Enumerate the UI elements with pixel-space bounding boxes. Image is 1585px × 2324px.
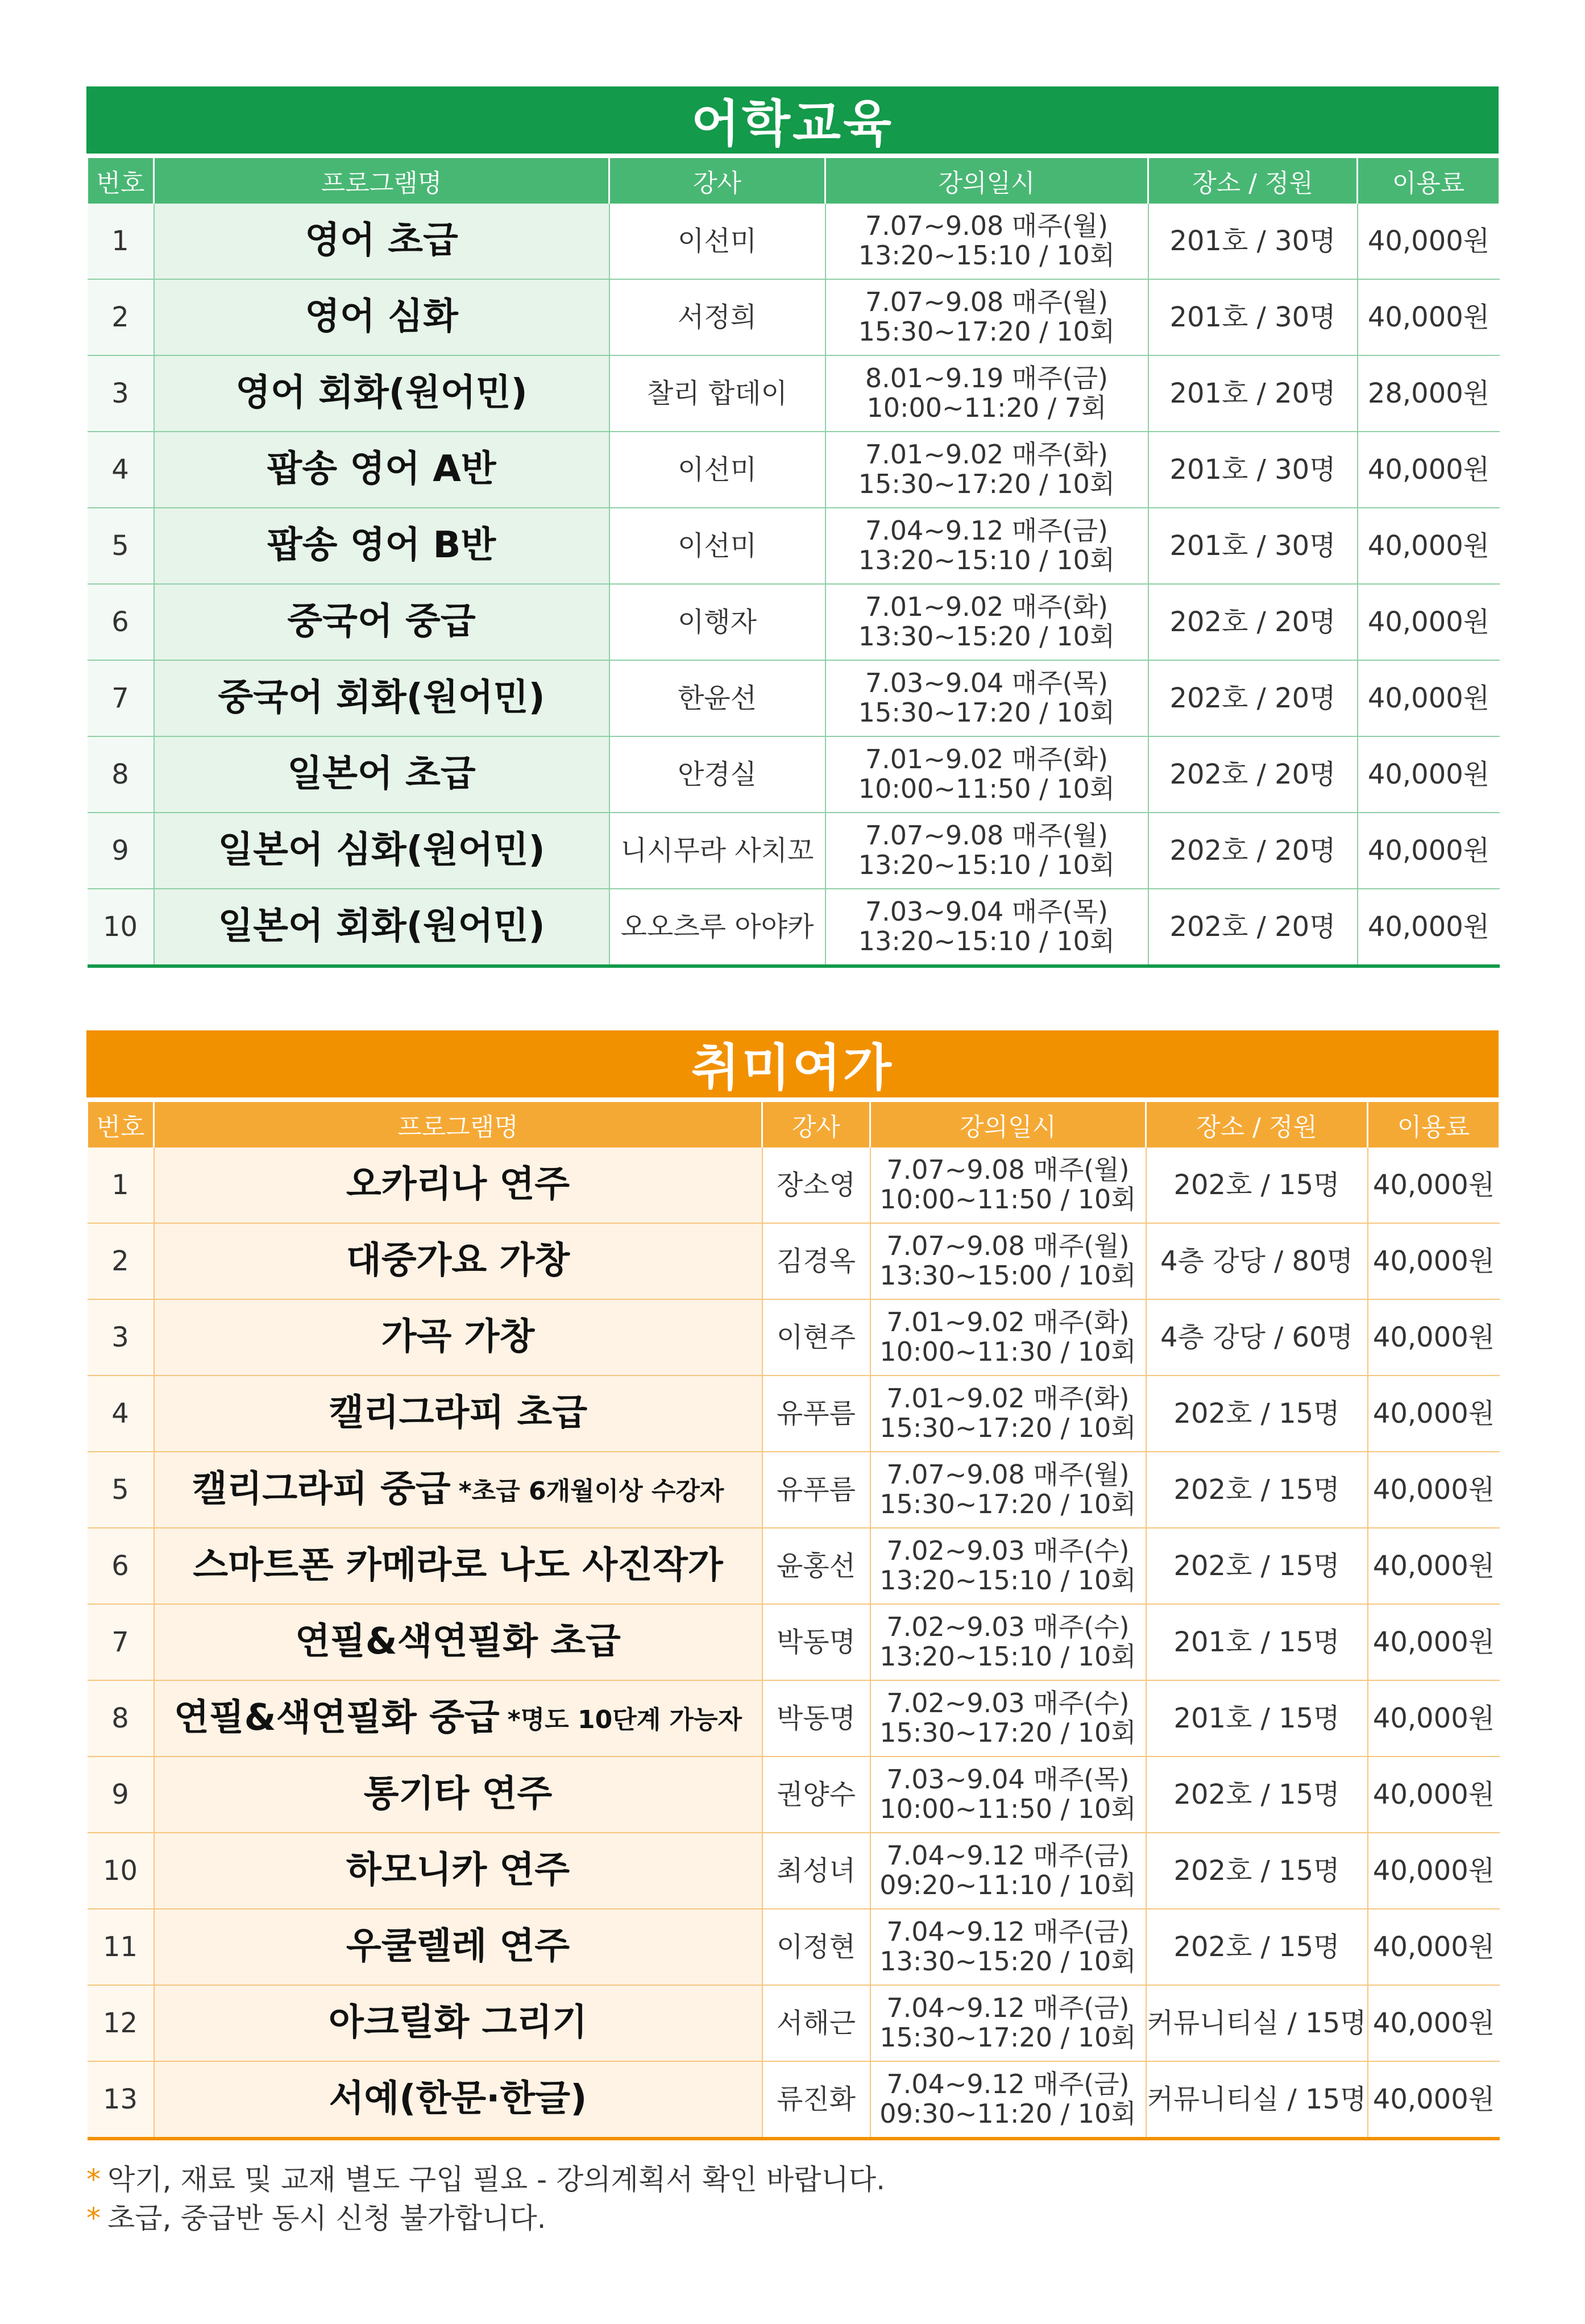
row-number: 10	[88, 1833, 154, 1909]
fee: 40,000원	[1358, 584, 1500, 660]
schedule-date: 7.03~9.04 매주(목)	[865, 668, 1109, 699]
row-number: 11	[88, 1909, 154, 1985]
table-row	[88, 1376, 1500, 1452]
place-capacity: 202호 / 15명	[1146, 1757, 1368, 1833]
table-row	[88, 1833, 1500, 1909]
schedule	[825, 508, 1148, 584]
schedule-time: 15:30~17:20 / 10회	[858, 469, 1115, 499]
place-capacity: 4층 강당 / 80명	[1146, 1223, 1368, 1299]
place-capacity: 201호 / 30명	[1148, 508, 1358, 584]
table-row	[88, 355, 1500, 432]
program-note: *명도 10단계 가능자	[507, 1705, 742, 1734]
schedule-date: 7.01~9.02 매주(화)	[886, 1307, 1130, 1338]
place-capacity: 201호 / 30명	[1148, 204, 1358, 279]
program-title: 중국어 회화(원어민)	[218, 677, 545, 719]
row-number: 7	[88, 1604, 154, 1680]
schedule-date: 7.01~9.02 매주(화)	[865, 439, 1109, 470]
table-row	[88, 1909, 1500, 1985]
program-title: 우쿨렐레 연주	[346, 1925, 570, 1968]
schedule-time: 13:20~15:10 / 10회	[879, 1641, 1136, 1672]
section-title: 취미여가	[86, 1030, 1499, 1097]
program-name	[154, 432, 609, 508]
table-row	[88, 813, 1500, 889]
schedule	[870, 1909, 1146, 1985]
schedule-time: 15:30~17:20 / 10회	[858, 697, 1115, 728]
fee: 40,000원	[1358, 660, 1500, 736]
place-capacity: 202호 / 20명	[1148, 813, 1358, 889]
teacher-name: 이선미	[609, 508, 825, 584]
fee: 40,000원	[1358, 204, 1500, 279]
table-row	[88, 1299, 1500, 1376]
schedule-time: 15:30~17:20 / 10회	[879, 2022, 1136, 2053]
teacher-name: 유푸름	[762, 1452, 870, 1528]
schedule-date: 7.01~9.02 매주(화)	[865, 591, 1109, 623]
schedule-time: 15:30~17:20 / 10회	[879, 1489, 1136, 1519]
header-schedule: 강의일시	[870, 1102, 1146, 1147]
schedule-time: 10:00~11:20 / 7회	[866, 392, 1107, 423]
schedule-time: 15:30~17:20 / 10회	[858, 316, 1115, 347]
program-title: 영어 초급	[305, 219, 458, 262]
teacher-name: 이행자	[609, 584, 825, 660]
header-fee: 이용료	[1368, 1102, 1500, 1147]
row-number: 9	[88, 813, 154, 889]
program-name	[154, 660, 609, 736]
program-table	[86, 1102, 1500, 2140]
table-row	[88, 1223, 1500, 1299]
place-capacity: 커뮤니티실 / 15명	[1146, 1985, 1368, 2061]
program-note: *초급 6개월이상 수강자	[458, 1476, 724, 1506]
program-name	[154, 1757, 762, 1833]
program-title: 연필&색연필화 초급	[295, 1621, 621, 1663]
table-row	[88, 1604, 1500, 1680]
table-row	[88, 736, 1500, 813]
schedule-date: 8.01~9.19 매주(금)	[865, 363, 1109, 394]
teacher-name: 이현주	[762, 1299, 870, 1376]
place-capacity: 202호 / 20명	[1148, 660, 1358, 736]
row-number: 5	[88, 508, 154, 584]
schedule	[870, 1147, 1146, 1223]
schedule-date: 7.03~9.04 매주(목)	[865, 896, 1109, 927]
table-header-row	[88, 1102, 1500, 1147]
header-number: 번호	[88, 1102, 154, 1147]
schedule	[825, 432, 1148, 508]
teacher-name: 윤홍선	[762, 1528, 870, 1604]
header-schedule: 강의일시	[825, 158, 1148, 204]
teacher-name: 찰리 합데이	[609, 355, 825, 432]
row-number: 6	[88, 1528, 154, 1604]
row-number: 1	[88, 1147, 154, 1223]
program-name	[154, 2061, 762, 2139]
table-row	[88, 2061, 1500, 2139]
teacher-name: 장소영	[762, 1147, 870, 1223]
schedule	[870, 1757, 1146, 1833]
schedule-time: 10:00~11:50 / 10회	[879, 1793, 1136, 1824]
teacher-name: 이선미	[609, 204, 825, 279]
schedule-date: 7.02~9.03 매주(수)	[886, 1535, 1130, 1567]
program-name	[154, 813, 609, 889]
schedule	[825, 279, 1148, 355]
schedule	[870, 1528, 1146, 1604]
fee: 40,000원	[1368, 1299, 1500, 1376]
schedule-date: 7.04~9.12 매주(금)	[886, 1916, 1130, 1948]
row-number: 2	[88, 1223, 154, 1299]
asterisk-icon: *	[86, 2201, 101, 2235]
schedule-time: 13:30~15:20 / 10회	[858, 621, 1115, 652]
row-number: 10	[88, 889, 154, 966]
schedule-date: 7.02~9.03 매주(수)	[886, 1612, 1130, 1643]
header-teacher: 강사	[609, 158, 825, 204]
place-capacity: 202호 / 15명	[1146, 1909, 1368, 1985]
fee: 40,000원	[1368, 1757, 1500, 1833]
program-title: 중국어 중급	[287, 600, 476, 643]
program-table	[86, 158, 1500, 968]
place-capacity: 201호 / 30명	[1148, 279, 1358, 355]
fee: 40,000원	[1368, 1223, 1500, 1299]
table-row	[88, 1452, 1500, 1528]
place-capacity: 202호 / 15명	[1146, 1376, 1368, 1452]
schedule-date: 7.04~9.12 매주(금)	[865, 515, 1109, 546]
program-name	[154, 1909, 762, 1985]
program-title: 캘리그라피 중급	[192, 1468, 451, 1511]
row-number: 7	[88, 660, 154, 736]
row-number: 4	[88, 432, 154, 508]
asterisk-icon: *	[86, 2163, 101, 2196]
schedule-time: 10:00~11:50 / 10회	[879, 1184, 1136, 1215]
schedule-time: 15:30~17:20 / 10회	[879, 1717, 1136, 1748]
schedule-time: 13:20~15:10 / 10회	[858, 926, 1115, 956]
schedule	[825, 813, 1148, 889]
fee: 40,000원	[1358, 279, 1500, 355]
fee: 40,000원	[1368, 1147, 1500, 1223]
row-number: 8	[88, 736, 154, 813]
fee: 40,000원	[1358, 508, 1500, 584]
program-title: 영어 회화(원어민)	[235, 372, 528, 415]
table-row	[88, 432, 1500, 508]
table-row	[88, 1985, 1500, 2061]
schedule-date: 7.07~9.08 매주(월)	[865, 287, 1109, 318]
footnote: * 초급, 중급반 동시 신청 불가합니다.	[86, 2201, 546, 2235]
program-title: 일본어 심화(원어민)	[218, 829, 545, 872]
program-title: 스마트폰 카메라로 나도 사진작가	[193, 1544, 723, 1587]
schedule-date: 7.02~9.03 매주(수)	[886, 1688, 1130, 1719]
schedule	[870, 1833, 1146, 1909]
teacher-name: 안경실	[609, 736, 825, 813]
fee: 28,000원	[1358, 355, 1500, 432]
place-capacity: 202호 / 15명	[1146, 1147, 1368, 1223]
schedule	[870, 1376, 1146, 1452]
program-name	[154, 736, 609, 813]
table-row	[88, 1757, 1500, 1833]
schedule	[825, 889, 1148, 966]
teacher-name: 니시무라 사치꼬	[609, 813, 825, 889]
row-number: 3	[88, 355, 154, 432]
teacher-name: 한윤선	[609, 660, 825, 736]
place-capacity: 커뮤니티실 / 15명	[1146, 2061, 1368, 2139]
schedule-time: 13:20~15:10 / 10회	[879, 1565, 1136, 1596]
schedule	[870, 1680, 1146, 1757]
program-title: 하모니카 연주	[346, 1849, 570, 1892]
schedule-time: 13:30~15:20 / 10회	[879, 1946, 1136, 1977]
schedule	[825, 204, 1148, 279]
schedule-time: 09:20~11:10 / 10회	[879, 1870, 1136, 1900]
program-name	[154, 1452, 762, 1528]
header-program: 프로그램명	[154, 1102, 762, 1147]
teacher-name: 김경옥	[762, 1223, 870, 1299]
schedule-date: 7.01~9.02 매주(화)	[865, 744, 1109, 775]
table-row	[88, 1147, 1500, 1223]
fee: 40,000원	[1368, 1833, 1500, 1909]
schedule-date: 7.03~9.04 매주(목)	[886, 1764, 1130, 1795]
schedule	[870, 1452, 1146, 1528]
program-title: 팝송 영어 B반	[267, 524, 496, 567]
section-hobby	[86, 1030, 1499, 2140]
schedule-time: 13:20~15:10 / 10회	[858, 545, 1115, 575]
place-capacity: 202호 / 15명	[1146, 1528, 1368, 1604]
fee: 40,000원	[1368, 1604, 1500, 1680]
row-number: 8	[88, 1680, 154, 1757]
fee: 40,000원	[1368, 1680, 1500, 1757]
schedule	[870, 1985, 1146, 2061]
fee: 40,000원	[1368, 1528, 1500, 1604]
header-number: 번호	[88, 158, 154, 204]
table-row	[88, 279, 1500, 355]
program-title: 아크릴화 그리기	[328, 2002, 588, 2044]
program-title: 일본어 회화(원어민)	[218, 905, 545, 948]
schedule-date: 7.07~9.08 매주(월)	[865, 820, 1109, 851]
row-number: 13	[88, 2061, 154, 2139]
schedule-time: 10:00~11:30 / 10회	[879, 1336, 1136, 1367]
schedule	[825, 584, 1148, 660]
row-number: 4	[88, 1376, 154, 1452]
schedule-date: 7.04~9.12 매주(금)	[886, 1992, 1130, 2024]
teacher-name: 서해근	[762, 1985, 870, 2061]
row-number: 2	[88, 279, 154, 355]
table-row	[88, 889, 1500, 966]
program-name	[154, 355, 609, 432]
teacher-name: 오오츠루 아야카	[609, 889, 825, 966]
program-title: 영어 심화	[305, 296, 458, 338]
program-title: 대중가요 가창	[346, 1240, 570, 1282]
place-capacity: 202호 / 15명	[1146, 1452, 1368, 1528]
fee: 40,000원	[1358, 889, 1500, 966]
program-name	[154, 584, 609, 660]
program-title: 팝송 영어 A반	[267, 448, 496, 491]
footnotes	[86, 2161, 885, 2238]
schedule-time: 09:30~11:20 / 10회	[879, 2098, 1136, 2129]
program-name	[154, 508, 609, 584]
program-title: 가곡 가창	[381, 1316, 535, 1358]
row-number: 6	[88, 584, 154, 660]
schedule-date: 7.07~9.08 매주(월)	[886, 1154, 1130, 1186]
program-name	[154, 279, 609, 355]
header-place: 장소 / 정원	[1146, 1102, 1368, 1147]
place-capacity: 201호 / 20명	[1148, 355, 1358, 432]
program-title: 연필&색연필화 중급	[173, 1697, 500, 1739]
program-title: 통기타 연주	[363, 1773, 553, 1816]
program-name	[154, 204, 609, 279]
place-capacity: 201호 / 15명	[1146, 1680, 1368, 1757]
teacher-name: 박동명	[762, 1680, 870, 1757]
table-header-row	[88, 158, 1500, 204]
fee: 40,000원	[1358, 432, 1500, 508]
place-capacity: 202호 / 20명	[1148, 736, 1358, 813]
fee: 40,000원	[1358, 736, 1500, 813]
program-title: 오카리나 연주	[346, 1163, 570, 1206]
program-name	[154, 1680, 762, 1757]
section-language	[86, 86, 1499, 968]
teacher-name: 서정희	[609, 279, 825, 355]
teacher-name: 권양수	[762, 1757, 870, 1833]
table-row	[88, 660, 1500, 736]
table-row	[88, 584, 1500, 660]
program-name	[154, 1223, 762, 1299]
teacher-name: 최성녀	[762, 1833, 870, 1909]
row-number: 3	[88, 1299, 154, 1376]
schedule-date: 7.07~9.08 매주(월)	[886, 1459, 1130, 1490]
teacher-name: 이선미	[609, 432, 825, 508]
schedule-date: 7.04~9.12 매주(금)	[886, 1840, 1130, 1871]
program-name	[154, 1376, 762, 1452]
schedule	[870, 2061, 1146, 2139]
schedule-date: 7.07~9.08 매주(월)	[886, 1231, 1130, 1262]
teacher-name: 박동명	[762, 1604, 870, 1680]
row-number: 5	[88, 1452, 154, 1528]
program-name	[154, 889, 609, 966]
place-capacity: 202호 / 15명	[1146, 1833, 1368, 1909]
program-title: 일본어 초급	[287, 753, 476, 796]
header-program: 프로그램명	[154, 158, 609, 204]
header-fee: 이용료	[1358, 158, 1500, 204]
schedule-time: 15:30~17:20 / 10회	[879, 1412, 1136, 1443]
table-row	[88, 508, 1500, 584]
schedule-date: 7.01~9.02 매주(화)	[886, 1383, 1130, 1414]
teacher-name: 류진화	[762, 2061, 870, 2139]
program-name	[154, 1147, 762, 1223]
section-title: 어학교육	[86, 86, 1499, 154]
place-capacity: 202호 / 20명	[1148, 584, 1358, 660]
program-name	[154, 1833, 762, 1909]
schedule-time: 13:20~15:10 / 10회	[858, 240, 1115, 271]
table-row	[88, 1528, 1500, 1604]
fee: 40,000원	[1368, 1909, 1500, 1985]
schedule	[870, 1299, 1146, 1376]
table-row	[88, 1680, 1500, 1757]
fee: 40,000원	[1368, 1452, 1500, 1528]
program-name	[154, 1604, 762, 1680]
footnote: * 악기, 재료 및 교재 별도 구입 필요 - 강의계획서 확인 바랍니다.	[86, 2163, 885, 2196]
fee: 40,000원	[1368, 2061, 1500, 2139]
program-title: 서예(한문·한글)	[329, 2078, 587, 2120]
teacher-name: 유푸름	[762, 1376, 870, 1452]
table-row	[88, 204, 1500, 279]
row-number: 12	[88, 1985, 154, 2061]
program-name	[154, 1985, 762, 2061]
schedule	[825, 736, 1148, 813]
place-capacity: 201호 / 30명	[1148, 432, 1358, 508]
fee: 40,000원	[1358, 813, 1500, 889]
schedule-time: 13:30~15:00 / 10회	[879, 1260, 1136, 1291]
program-name	[154, 1299, 762, 1376]
schedule	[870, 1604, 1146, 1680]
schedule	[825, 660, 1148, 736]
row-number: 1	[88, 204, 154, 279]
schedule-date: 7.07~9.08 매주(월)	[865, 210, 1109, 242]
teacher-name: 이정현	[762, 1909, 870, 1985]
place-capacity: 201호 / 15명	[1146, 1604, 1368, 1680]
place-capacity: 4층 강당 / 60명	[1146, 1299, 1368, 1376]
schedule-time: 10:00~11:50 / 10회	[858, 773, 1115, 804]
schedule	[825, 355, 1148, 432]
row-number: 9	[88, 1757, 154, 1833]
fee: 40,000원	[1368, 1376, 1500, 1452]
place-capacity: 202호 / 20명	[1148, 889, 1358, 966]
schedule	[870, 1223, 1146, 1299]
header-place: 장소 / 정원	[1148, 158, 1358, 204]
schedule-time: 13:20~15:10 / 10회	[858, 850, 1115, 880]
fee: 40,000원	[1368, 1985, 1500, 2061]
header-teacher: 강사	[762, 1102, 870, 1147]
program-name	[154, 1528, 762, 1604]
schedule-date: 7.04~9.12 매주(금)	[886, 2069, 1130, 2100]
program-title: 캘리그라피 초급	[328, 1392, 588, 1435]
